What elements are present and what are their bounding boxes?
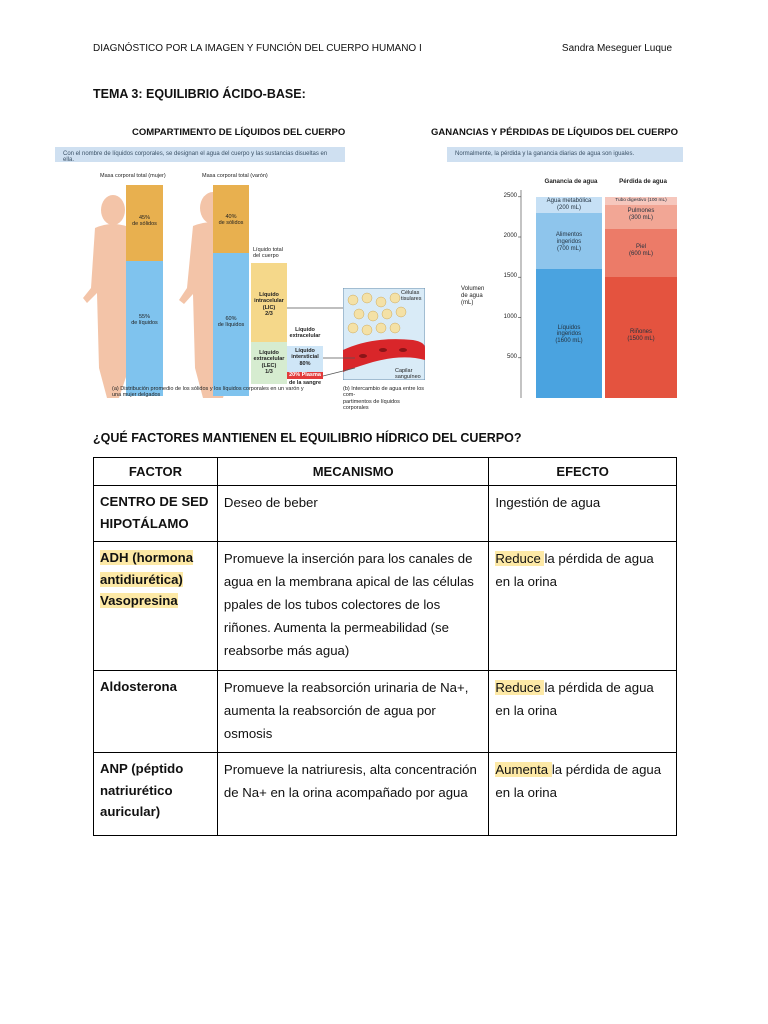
- loss-segment: [605, 197, 677, 205]
- figure-left-banner: Con el nombre de líquidos corporales, se designan el agua del cuerpo y las sustancias disueltas en ella.: [55, 147, 345, 162]
- axis-label: Volumen de agua (mL): [461, 286, 485, 306]
- effect-highlight: Reduce: [495, 551, 545, 566]
- table-row: [94, 486, 677, 542]
- tick-label: 1000: [503, 313, 517, 320]
- loss-segment: [605, 229, 677, 277]
- tick-label: 500: [506, 353, 517, 360]
- page-header: [93, 43, 672, 54]
- cells-label: Células tisulares: [401, 290, 422, 303]
- mechanism-cell: Deseo de beber: [217, 486, 488, 542]
- tick-label: 2000: [503, 233, 517, 239]
- caption-a: (a) Distribución promedio de los sólidos y los líquidos corporales en un varón y una mujer delgados: [112, 386, 304, 399]
- mechanism-cell: Promueve la inserción para los canales de agua en la membrana apical de las células ppales de los tubos colectores de los riñones. Aumenta la permeabilidad (se reabsorbe más agua): [217, 542, 488, 671]
- effect-highlight: Aumenta: [495, 762, 552, 777]
- loss-segment-label: Piel (600 mL): [628, 244, 653, 257]
- mechanism-cell: Promueve la natriuresis, alta concentración de Na+ en la orina acompañado por agua: [217, 753, 488, 836]
- mechanism-cell: Promueve la reabsorción urinaria de Na+, aumenta la reabsorción de agua por osmosis: [217, 671, 488, 753]
- table-row: [94, 671, 677, 753]
- man-mass-label: Masa corporal total (varón): [202, 173, 268, 179]
- woman-solids-label: 45% de sólidos: [132, 215, 157, 228]
- figure-left-title: COMPARTIMENTO DE LÍQUIDOS DEL CUERPO: [132, 127, 346, 138]
- effect-text: la pérdida de agua en la orina: [495, 762, 662, 800]
- factor-cell: ANP (péptido natriurético auricular): [94, 753, 218, 836]
- table-header-row: [94, 458, 677, 486]
- loss-segment: [605, 205, 677, 229]
- gain-segment-label: Líquidos ingeridos (1600 mL): [555, 324, 583, 345]
- loss-segment: [605, 277, 677, 398]
- plasma-sub-label: de la sangre: [288, 380, 322, 386]
- effect-text: la pérdida de agua en la orina: [495, 551, 654, 589]
- effect-cell: [489, 671, 677, 753]
- course-name: DIAGNÓSTICO POR LA IMAGEN Y FUNCIÓN DEL CUERPO HUMANO I: [93, 43, 422, 54]
- body-fluids-figure: [55, 168, 425, 411]
- effect-highlight: Reduce: [495, 680, 545, 695]
- effect-cell: [489, 753, 677, 836]
- gain-segment: [536, 197, 602, 213]
- total-liquid-label: Líquido total del cuerpo: [253, 247, 283, 260]
- effect-cell: [489, 486, 677, 542]
- author-name: Sandra Meseguer Luque: [561, 43, 672, 54]
- woman-liquids-label: 55% de líquidos: [131, 314, 158, 327]
- effect-cell: [489, 542, 677, 671]
- table-row: [94, 542, 677, 671]
- gain-segment-label: Alimentos ingeridos (700 mL): [555, 232, 583, 252]
- loss-segment-label: Pulmones (300 mL): [627, 207, 655, 221]
- gain-header: Ganancia de agua: [544, 178, 598, 185]
- lec-label: Líquido extracelular (LEC) 1/3: [253, 350, 285, 375]
- topic-title: TEMA 3: EQUILIBRIO ÁCIDO-BASE:: [93, 87, 306, 101]
- caption-b: (b) Intercambio de agua entre los com- partimentos de líquidos corporales: [343, 386, 425, 411]
- water-balance-chart: [455, 168, 685, 403]
- header-factor: FACTOR: [94, 458, 218, 486]
- gain-segment: [536, 213, 602, 269]
- factor-cell: Aldosterona: [94, 671, 218, 753]
- header-effect: EFECTO: [489, 458, 677, 486]
- figure-right-title: GANANCIAS Y PÉRDIDAS DE LÍQUIDOS DEL CUERPO: [431, 127, 679, 138]
- question-heading: ¿QUÉ FACTORES MANTIENEN EL EQUILIBRIO HÍDRICO DEL CUERPO?: [93, 431, 522, 445]
- effect-text: Ingestión de agua: [495, 495, 601, 510]
- tick-label: 1500: [503, 273, 517, 280]
- man-solids-label: 40% de sólidos: [218, 214, 244, 227]
- tick-label: 2500: [503, 192, 517, 199]
- lec-small-label: Líquido extracelular: [289, 327, 321, 340]
- lic-label: Líquido intracelular (LIC) 2/3: [254, 292, 284, 317]
- interstitial-label: Líquido intersticial 80%: [291, 348, 319, 367]
- header-mechanism: MECANISMO: [217, 458, 488, 486]
- figure-right-banner: Normalmente, la pérdida y la ganancia diarias de agua son iguales.: [447, 147, 683, 162]
- gain-segment: [536, 269, 602, 398]
- table-row: [94, 753, 677, 836]
- connector-lines: [55, 168, 425, 403]
- loss-segment-label: Tubo digestivo (100 mL): [615, 197, 667, 203]
- loss-segment-label: Riñones (1500 mL): [627, 328, 655, 342]
- plasma-label: 20% Plasma: [289, 372, 321, 378]
- loss-header: Pérdida de agua: [619, 178, 667, 185]
- factors-table: [93, 457, 677, 836]
- factor-cell: [94, 542, 218, 671]
- man-liquids-label: 60% de líquidos: [217, 316, 245, 329]
- factor-cell: CENTRO DE SED HIPOTÁLAMO: [94, 486, 218, 542]
- effect-text: la pérdida de agua en la orina: [495, 680, 654, 718]
- factor-highlight: ADH (hormona antidiurética) Vasopresina: [100, 550, 194, 608]
- gain-segment-label: Agua metabólica (200 mL): [546, 197, 592, 211]
- woman-mass-label: Masa corporal total (mujer): [100, 173, 166, 179]
- capillary-label: Capilar sanguíneo: [395, 368, 421, 381]
